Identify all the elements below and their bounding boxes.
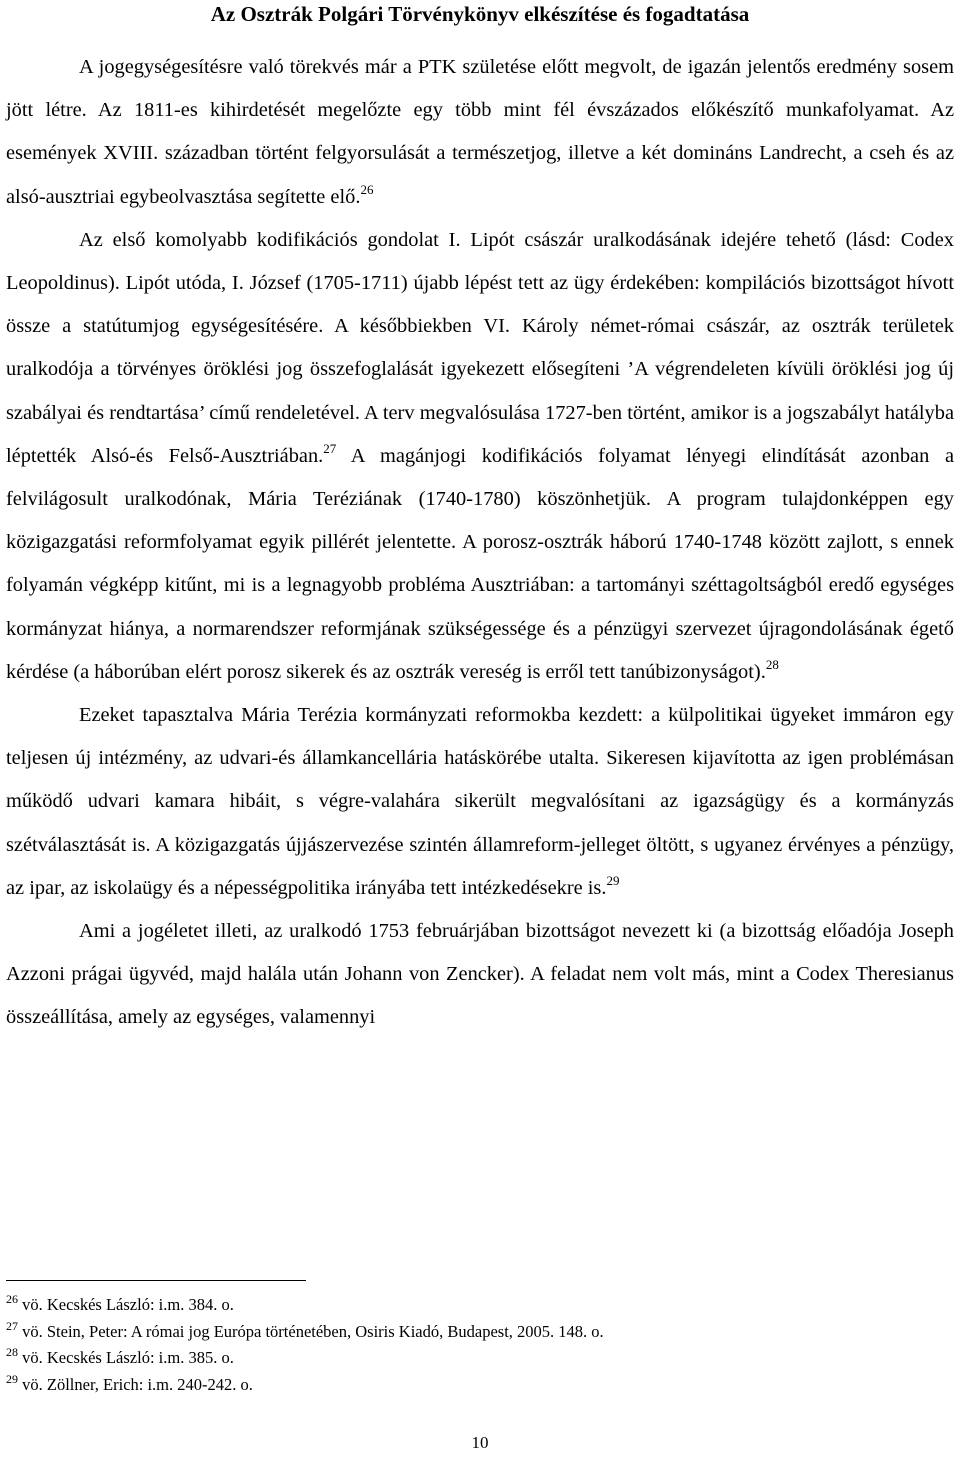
footnote-number: 28	[6, 1345, 18, 1359]
paragraph-3	[6, 694, 954, 910]
paragraph-2-text-b: A magánjogi kodifikációs folyamat lényegi elindítását azonban a felvilágosult uralkodónak, Mária Teréziának (1740-1780) köszönhetjük. A program tulajdonképpen egy közigazgatási reformfolyamat egyik pillérét jelentette. A porosz-osztrák háború 1740-1748 között zajlott, s ennek folyamán végképp kitűnt, mi is a legnagyobb probléma Ausztriában: a tartományi széttagoltságból eredő egységes kormányzat hiánya, a normarendszer reformjának szükségessége és a pénzügyi szervezet újragondolásának égető kérdése (a háborúban elért porosz sikerek és az osztrák vereség is erről tett tanúbizonyságot).	[6, 444, 954, 683]
footnote-item	[6, 1345, 954, 1372]
footnote-text: vö. Stein, Peter: A római jog Európa történetében, Osiris Kiadó, Budapest, 2005. 148. o.	[22, 1321, 604, 1341]
paragraph-4	[6, 910, 954, 1040]
footnote-text: vö. Zöllner, Erich: i.m. 240-242. o.	[22, 1374, 253, 1394]
section-title: Az Osztrák Polgári Törvénykönyv elkészítése és fogadtatása	[210, 2, 750, 26]
footnote-ref-29: 29	[606, 872, 620, 888]
paragraph-2-text-a: Az első komolyabb kodifikációs gondolat I. Lipót császár uralkodásának idejére tehető (lásd: Codex Leopoldinus). Lipót utóda, I. József (1705-1711) újabb lépést tett az ügy érdekében: kompilációs bizottságot hívott össze a statútumjog egységesítésére. A későbbiekben VI. Károly német-római császár, az osztrák területek uralkodója a törvényes öröklési jog összefoglalását igyekezett elősegíteni ’A végrendeleten kívüli öröklési jog új szabályai és rendtartása’ című rendeletével. A terv megvalósulása 1727-ben történt, amikor is a jogszabályt hatályba léptették Alsó-és Felső-Ausztriában.	[6, 228, 954, 467]
footnote-separator	[6, 1280, 306, 1281]
footnotes	[6, 1292, 954, 1398]
footnote-ref-27: 27	[323, 440, 337, 456]
paragraph-1	[6, 46, 954, 219]
footnote-item	[6, 1372, 954, 1399]
footnote-number: 29	[6, 1371, 18, 1386]
footnote-text: vö. Kecskés László: i.m. 385. o.	[22, 1348, 234, 1367]
footnote-text: vö. Kecskés László: i.m. 384. o.	[22, 1295, 234, 1314]
footnote-number: 26	[6, 1292, 18, 1306]
footnote-item	[6, 1319, 954, 1346]
page-number: 10	[471, 1433, 489, 1452]
footnote-ref-28: 28	[765, 656, 779, 672]
footnote-item	[6, 1292, 954, 1319]
body-text	[6, 46, 954, 1040]
paragraph-4-text: Ami a jogéletet illeti, az uralkodó 1753 februárjában bizottságot nevezett ki (a bizottság előadója Joseph Azzoni prágai ügyvéd, majd halála után Johann von Zencker). A feladat nem volt más, mint a Codex Theresianus összeállítása, amely az egységes, valamennyi	[6, 920, 954, 1029]
paragraph-2	[6, 219, 954, 694]
footnote-number: 27	[6, 1318, 18, 1333]
paragraph-3-text: Ezeket tapasztalva Mária Terézia kormányzati reformokba kezdett: a külpolitikai ügyeket immáron egy teljesen új intézmény, az udvari-és államkancellária hatáskörébe utalta. Sikeresen kijavította az igen problémásan működő udvari kamara hibáit, s végre-valahára sikerült megvalósítani az igazságügy és a kormányzás szétválasztását is. A közigazgatás újjászervezése szintén államreform-jelleget öltött, s ugyanez érvényes a pénzügy, az ipar, az iskolaügy és a népességpolitika irányába tett intézkedésekre is.	[6, 704, 954, 899]
paragraph-1-text: A jogegységesítésre való törekvés már a PTK születése előtt megvolt, de igazán jelentős eredmény sosem jött létre. Az 1811-es kihirdetését megelőzte egy több mint fél évszázados előkészítő munkafolyamat. Az események XVIII. században történt felgyorsulását a természetjog, illetve a két domináns Landrecht, a cseh és az alsó-ausztriai egybeolvasztása segítette elő.	[6, 56, 954, 208]
footnote-ref-26: 26	[360, 181, 374, 197]
